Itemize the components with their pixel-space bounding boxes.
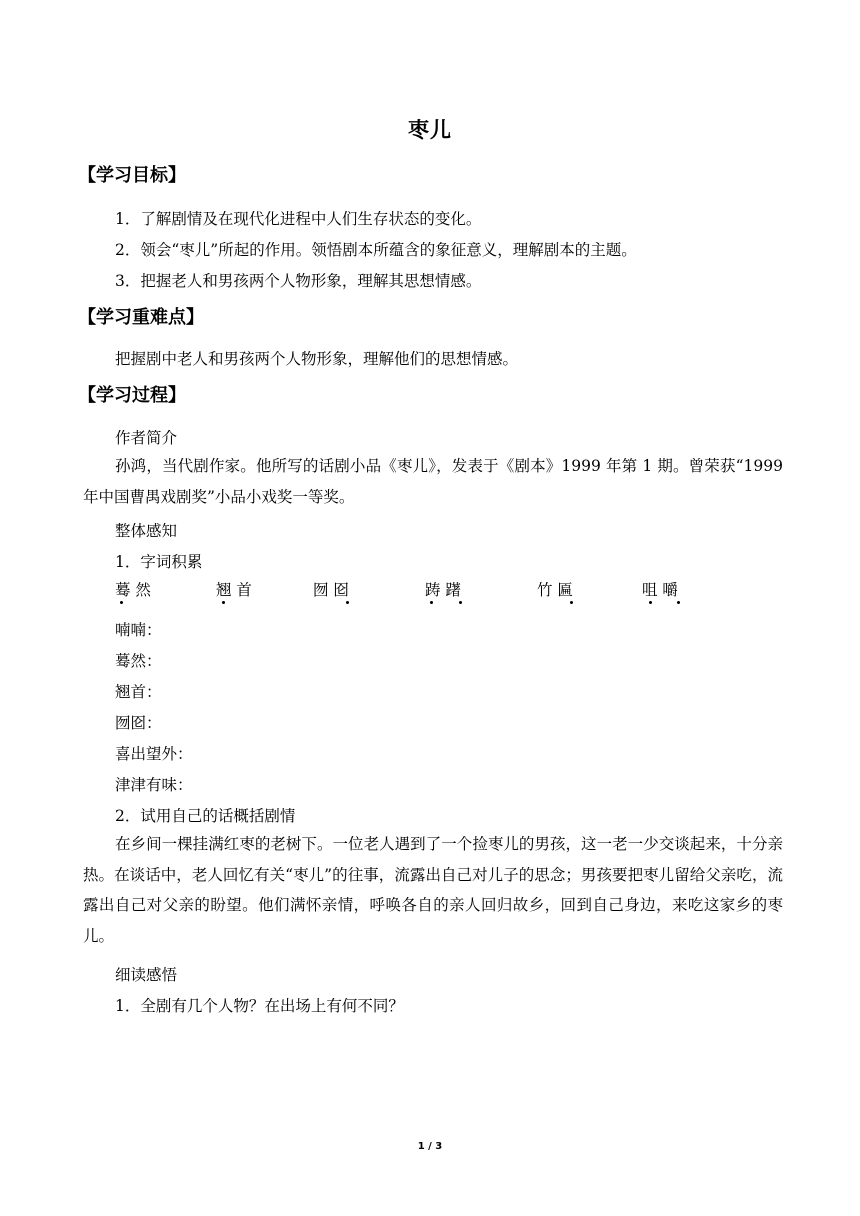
vocab-term: 喃喃：: [115, 621, 162, 639]
vocab-word: 囫 囵: [313, 581, 349, 599]
overall-label: 整体感知: [115, 522, 178, 540]
summary-paragraph: 在乡间一棵挂满红枣的老树下。一位老人遇到了一个捡枣儿的男孩，这一老一少交谈起来，十分亲热。在谈话中，老人回忆有关“枣儿”的往事，流露出自己对儿子的思念；男孩要把枣儿留给父亲吃，流露出自己对父亲的盼望。他们满怀亲情，呼唤各自的亲人回归故乡，回到自己身边，来吃这家乡的枣儿。: [83, 835, 783, 945]
author-label: 作者简介: [115, 429, 178, 447]
vocab-word: 竹 匾: [537, 581, 573, 599]
reading-label: 细读感悟: [115, 966, 178, 984]
page-indicator: 1 / 3: [417, 1141, 443, 1152]
emphasis-dot: [677, 601, 680, 604]
vocab-term: 翘首：: [115, 683, 162, 701]
vocab-word: 蓦 然: [115, 581, 151, 599]
summary-label: 2．试用自己的话概括剧情: [115, 807, 296, 825]
emphasis-dot: [222, 601, 225, 604]
objectives-heading: 【学习目标】: [78, 165, 186, 186]
vocab-word: 踌 躇: [425, 581, 461, 599]
vocab-term: 囫囵：: [115, 714, 162, 732]
objective-item-1: 1．了解剧情及在现代化进程中人们生存状态的变化。: [115, 210, 482, 228]
vocab-term: 喜出望外：: [115, 745, 193, 763]
vocab-term: 津津有味：: [115, 776, 193, 794]
author-paragraph: 孙鸿，当代剧作家。他所写的话剧小品《枣儿》，发表于《剧本》1999 年第 1 期。曾荣获“1999 年中国曹禺戏剧奖”小品小戏奖一等奖。: [83, 457, 783, 506]
vocab-label: 1．字词积累: [115, 553, 203, 571]
question-1: 1．全剧有几个人物？在出场上有何不同？: [115, 997, 404, 1015]
vocab-word: 翘 首: [216, 581, 252, 599]
emphasis-dot: [346, 601, 349, 604]
document-title: 枣儿: [408, 117, 452, 142]
vocab-term: 蓦然：: [115, 652, 162, 670]
emphasis-dot: [649, 601, 652, 604]
emphasis-dot: [459, 601, 462, 604]
key-points-text: 把握剧中老人和男孩两个人物形象，理解他们的思想情感。: [115, 350, 519, 368]
key-points-heading: 【学习重难点】: [78, 307, 204, 328]
process-heading: 【学习过程】: [78, 385, 186, 406]
emphasis-dot: [570, 601, 573, 604]
vocab-word: 咀 嚼: [642, 581, 678, 599]
emphasis-dot: [120, 601, 123, 604]
vocab-word-row: [0, 578, 860, 608]
objective-item-2: 2．领会“枣儿”所起的作用。领悟剧本所蕴含的象征意义，理解剧本的主题。: [115, 241, 637, 259]
emphasis-dot: [430, 601, 433, 604]
objective-item-3: 3．把握老人和男孩两个人物形象，理解其思想情感。: [115, 272, 482, 290]
